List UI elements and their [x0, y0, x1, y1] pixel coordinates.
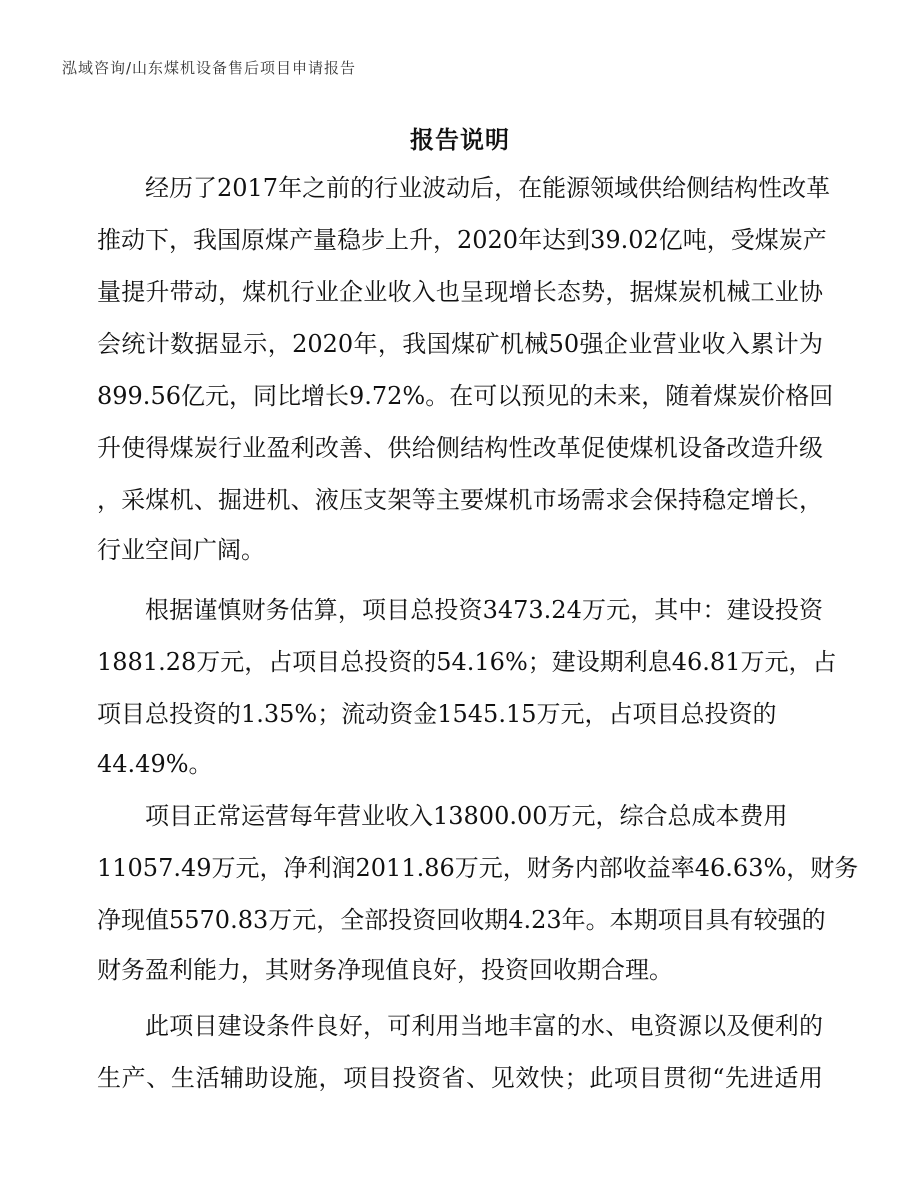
running-header: 泓域咨询/山东煤机设备售后项目申请报告: [62, 59, 357, 77]
text-line: 11057.49万元，净利润2011.86万元，财务内部收益率46.63%，财务: [97, 854, 859, 882]
text-line: 经历了2017年之前的行业波动后，在能源领域供给侧结构性改革: [145, 174, 831, 202]
text-line: 生产、生活辅助设施，项目投资省、见效快；此项目贯彻“先进适用: [97, 1064, 823, 1092]
section-title: 报告说明: [410, 126, 510, 154]
text-line: 根据谨慎财务估算，项目总投资3473.24万元，其中：建设投资: [145, 596, 823, 624]
text-line: 会统计数据显示，2020年，我国煤矿机械50强企业营业收入累计为: [97, 330, 823, 358]
text-line: 推动下，我国原煤产量稳步上升，2020年达到39.02亿吨，受煤炭产: [97, 226, 827, 254]
text-line: ，采煤机、掘进机、液压支架等主要煤机市场需求会保持稳定增长，: [97, 486, 823, 514]
text-line: 量提升带动，煤机行业企业收入也呈现增长态势，据煤炭机械工业协: [97, 278, 823, 306]
text-line: 项目总投资的1.35%；流动资金1545.15万元，占项目总投资的: [97, 700, 777, 728]
text-line: 此项目建设条件良好，可利用当地丰富的水、电资源以及便利的: [145, 1012, 823, 1040]
text-line: 升使得煤炭行业盈利改善、供给侧结构性改革促使煤机设备改造升级: [97, 434, 823, 462]
text-line: 项目正常运营每年营业收入13800.00万元，综合总成本费用: [145, 802, 788, 830]
text-line: 44.49%。: [97, 750, 213, 778]
text-line: 899.56亿元，同比增长9.72%。在可以预见的未来，随着煤炭价格回: [97, 382, 834, 410]
text-line: 1881.28万元，占项目总投资的54.16%；建设期利息46.81万元，占: [97, 648, 837, 676]
text-line: 行业空间广阔。: [97, 536, 265, 564]
text-line: 财务盈利能力，其财务净现值良好，投资回收期合理。: [97, 956, 673, 984]
text-line: 净现值5570.83万元，全部投资回收期4.23年。本期项目具有较强的: [97, 906, 826, 934]
